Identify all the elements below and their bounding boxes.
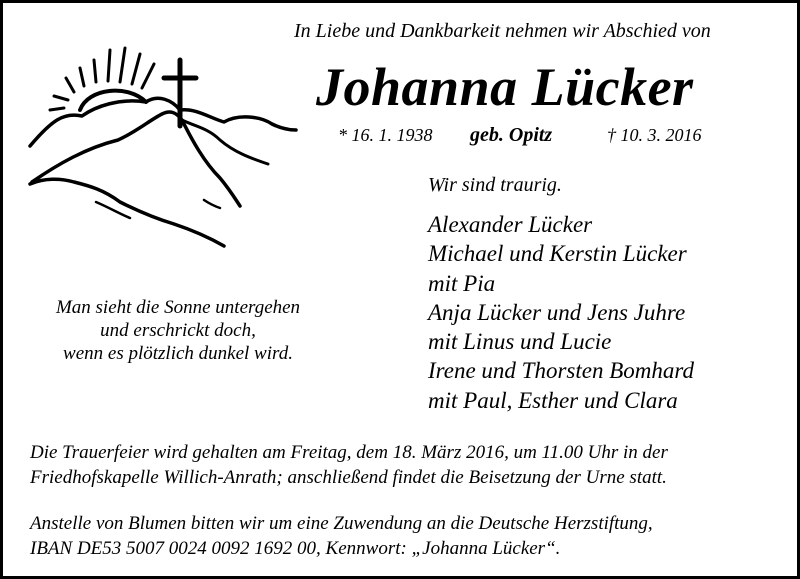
quote-line: wenn es plötzlich dunkel wird.	[63, 343, 293, 364]
deceased-name: Johanna Lücker	[316, 57, 694, 117]
birth-date: * 16. 1. 1938	[338, 125, 433, 145]
mourner-line: mit Pia	[428, 270, 496, 296]
mourner-line: mit Paul, Esther und Clara	[428, 387, 678, 413]
mourner-line: Irene und Thorsten Bomhard	[428, 358, 694, 384]
donation-line: IBAN DE53 5007 0024 0092 1692 00, Kennwort: „Johanna Lücker“.	[30, 538, 561, 559]
quote-line: und erschrickt doch,	[100, 320, 256, 341]
donation-info	[30, 511, 653, 561]
mourner-line: Michael und Kerstin Lücker	[428, 241, 687, 267]
mourner-line: Anja Lücker und Jens Juhre	[428, 299, 686, 325]
mourner-line: mit Linus und Lucie	[428, 329, 612, 355]
death-date: † 10. 3. 2016	[607, 125, 702, 145]
donation-line: Anstelle von Blumen bitten wir um eine Zuwendung an die Deutsche Herzstiftung,	[30, 513, 653, 534]
quote-line: Man sieht die Sonne untergehen	[55, 297, 301, 318]
sunset-mountains-cross-icon	[24, 40, 304, 255]
service-line: Die Trauerfeier wird gehalten am Freitag, dem 18. März 2016, um 11.00 Uhr in der	[30, 442, 668, 463]
quote	[20, 296, 336, 365]
maiden-name: geb. Opitz	[470, 124, 553, 146]
sad-line: Wir sind traurig.	[428, 174, 562, 196]
mourners-list	[428, 210, 694, 415]
service-info	[30, 440, 668, 490]
mourner-line: Alexander Lücker	[428, 212, 593, 237]
service-line: Friedhofskapelle Willich-Anrath; anschließend findet die Beisetzung der Urne statt.	[30, 467, 667, 488]
intro-line: In Liebe und Dankbarkeit nehmen wir Abschied von	[294, 20, 711, 42]
